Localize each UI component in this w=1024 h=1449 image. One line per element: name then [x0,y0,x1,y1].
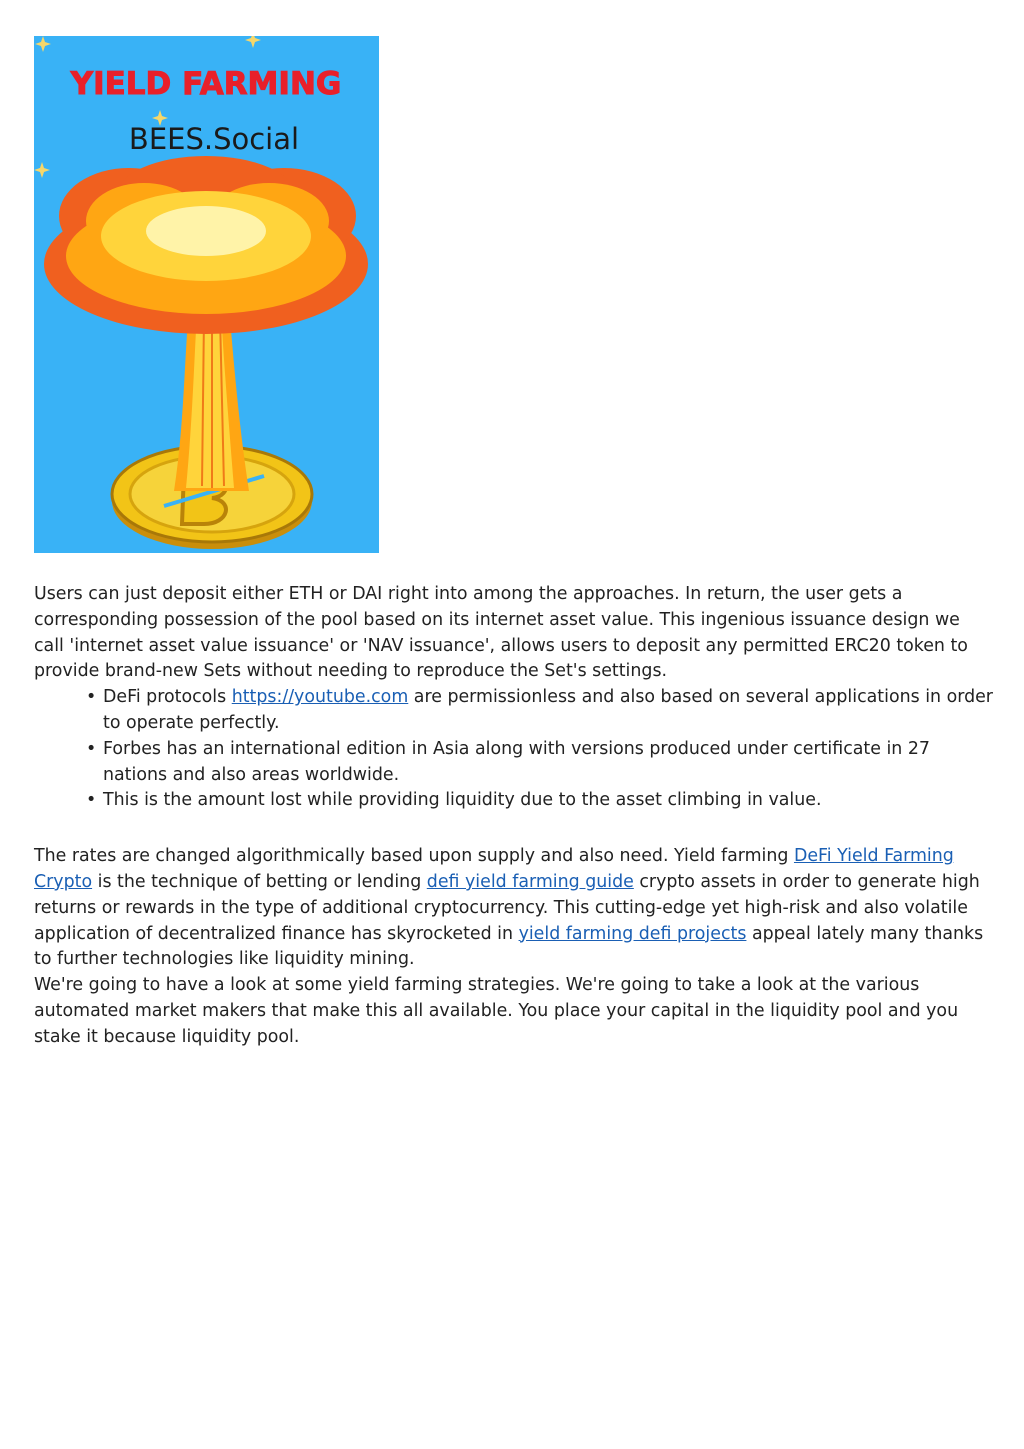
hero-title: YIELD FARMING [70,66,342,102]
paragraph: We're going to have a look at some yield farming strategies. We're going to take a look at the various automated market makers that make this all available. You place your capital in the liquidity pool and you stake it because liquidity pool. [34,975,959,1047]
bullet-icon: • [86,687,97,708]
list-item-text: are permissionless and also based on several applications in order to operate perfectly. [103,687,993,733]
list-item [86,737,994,789]
bullet-list [34,685,994,814]
list-item-text: DeFi protocols [103,687,232,708]
list-item-text: Forbes has an international edition in Asia along with versions produced under certificate in 27 nations and also areas worldwide. [103,738,930,785]
paragraph: Users can just deposit either ETH or DAI right into among the approaches. In return, the user gets a corresponding possession of the pool based on its internet asset value. This ingenious issuance design we call 'internet asset value issuance' or 'NAV issuance', allows users to deposit any permitted ERC20 token to provide brand-new Sets without needing to reproduce the Set's settings. [34,584,968,682]
hero-subtitle: BEES.Social [128,122,300,156]
list-item-text: This is the amount lost while providing liquidity due to the asset climbing in value. [103,790,822,811]
list-item [86,685,994,737]
paragraph-text: is the technique of betting or lending [92,871,427,892]
paragraph-text: crypto assets in order to generate high returns or rewards in the type of additional cryptocurrency. This cutting-edge yet high-risk and also volatile application of decentralized finance has skyrocketed in [34,871,980,944]
defi-yield-farming-crypto-link[interactable]: DeFi Yield Farming Crypto [34,846,954,892]
paragraph-text: The rates are changed algorithmically based upon supply and also need. Yield farming [34,846,794,867]
youtube-link[interactable]: https://youtube.com [231,687,409,708]
list-item [86,788,994,814]
yield-farming-defi-projects-link[interactable]: yield farming defi projects [518,923,747,944]
bullet-icon: • [86,790,97,811]
explosion-cloud [44,156,368,334]
hero-image [34,36,379,553]
bullet-icon: • [86,738,97,759]
article-body [34,582,994,1051]
defi-yield-farming-guide-link[interactable]: defi yield farming guide [426,871,634,892]
mushroom-cloud-coin-illustration [34,36,379,553]
paragraph [34,844,994,973]
paragraph-text: appeal lately many thanks to further technologies like liquidity mining. [34,923,984,970]
